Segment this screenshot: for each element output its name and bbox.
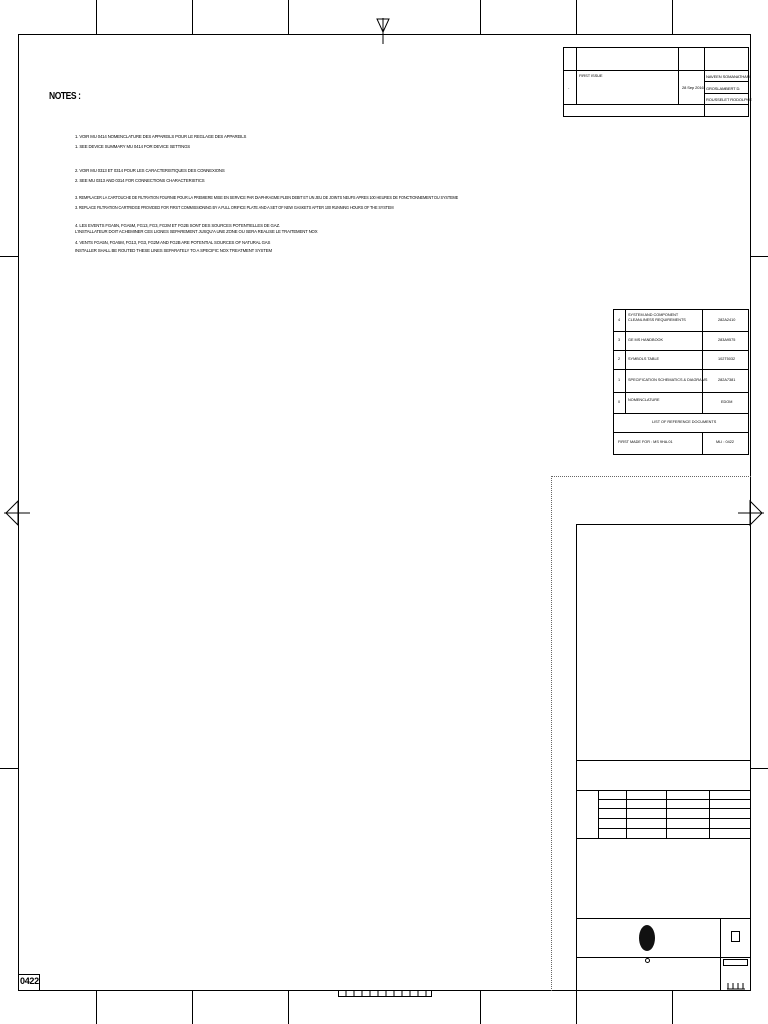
ref-index: 4	[618, 318, 621, 322]
zone-tick	[672, 0, 673, 34]
revision-block	[563, 47, 749, 117]
note-line: 1. VOIR MU 0414 NOMENCLATURE DES APPAREILS POUR LE REGLAGE DES APPAREILS	[75, 134, 247, 139]
ref-number: 282A7381	[718, 378, 736, 382]
ref-table-caption: LIST OF REFERENCE DOCUMENTS	[652, 420, 717, 424]
company-logo	[639, 925, 655, 951]
zone-tick	[576, 991, 577, 1024]
note-line: 3. REMPLACER LA CARTOUCHE DE FILTRATION FOURNIE POUR LA PREMIERE MISE EN SERVICE PAR DIAPHRAGME PLEIN DEBIT ET UN JEU DE JOINTS NEUFS APRES 100 HEURES DE FONCTIONNEMENT DU SYSTEME	[75, 195, 459, 200]
zone-tick	[480, 991, 481, 1024]
revision-block-line	[576, 47, 577, 104]
title-block-line	[576, 957, 751, 958]
ref-table-line	[613, 413, 749, 414]
note-line: 1. SEE DEVICE SUMMARY MU 0414 FOR DEVICE SETTINGS	[75, 144, 190, 149]
revision-block-line	[563, 104, 749, 105]
ref-index: 2	[618, 357, 621, 361]
zone-tick	[288, 991, 289, 1024]
revision-block-line	[704, 47, 705, 117]
ref-title: GE MS HANDBOOK	[628, 338, 664, 342]
centering-mark-top	[376, 18, 390, 44]
note-line: 2. VOIR MU 0313 ET 0314 POUR LES CARACTERISTIQUES DES CONNEXIONS	[75, 168, 225, 173]
ref-title: NOMENCLATURE	[628, 398, 660, 402]
zone-tick	[192, 991, 193, 1024]
ref-title: SYSTEM AND COMPONENT CLEANLINESS REQUIREMENTS	[628, 313, 686, 322]
revision-block-line	[563, 70, 749, 71]
ref-table-line	[613, 432, 749, 433]
ref-number: 102T5032	[718, 357, 736, 361]
zone-tick	[751, 768, 768, 769]
title-block-grid-line	[598, 808, 751, 809]
zone-tick	[96, 991, 97, 1024]
revision-index: -	[568, 85, 570, 90]
scale-bar	[338, 990, 432, 998]
revision-drawn-by: NAVEEN SOMANATHAN	[706, 74, 750, 79]
zone-tick	[0, 768, 18, 769]
note-line: 2. SEE MU 0313 AND 0314 FOR CONNECTIONS CHARACTERISTICS	[75, 178, 205, 183]
ref-table-line	[702, 309, 703, 413]
ref-title: SPECIFICATION SCHEMATICS & DIAGRAMS	[628, 378, 708, 382]
title-block-line	[720, 918, 721, 991]
scale-marks	[727, 982, 747, 990]
sheet-number-box	[723, 959, 748, 966]
note-line: L'INSTALLATEUR DOIT ACHEMINER CES LIGNES SEPAREMENT JUSQU'A UNE ZONE OU SERA REALISE LE TRAITEMENT NOX	[75, 229, 318, 234]
title-block-line	[576, 760, 751, 761]
title-block-grid-line	[666, 790, 667, 838]
zone-tick	[192, 0, 193, 34]
title-block-grid-line	[626, 790, 627, 838]
mli-number: MLI : 0422	[716, 440, 734, 444]
centering-mark-left	[4, 500, 30, 526]
title-block-grid-line	[598, 790, 599, 838]
title-block-grid-line	[598, 818, 751, 819]
ref-index: 0	[618, 400, 621, 404]
sheet-size-box	[731, 931, 740, 942]
ref-index: 3	[618, 338, 621, 342]
logo-mark	[645, 958, 650, 963]
zone-tick	[288, 0, 289, 34]
revision-block-line	[678, 47, 679, 104]
note-line: 4. LES EVENTS FGA5N, FGA5M, FG13, FG3, FG2M ET FG2B SONT DES SOURCES POTENTIELLES DE GAZ.	[75, 223, 280, 228]
revision-date: 28 Sep 2016	[682, 85, 704, 90]
note-line: 4. VENTS FGA5N, FGA5M, FG13, FG3, FG2M AND FG2B ARE POTENTIAL SOURCES OF NATURAL GAS	[75, 240, 271, 245]
ref-number: EDOM	[721, 400, 733, 404]
zone-tick	[480, 0, 481, 34]
zone-tick	[96, 0, 97, 34]
ref-table-line	[613, 331, 749, 332]
ref-index: 1	[618, 378, 621, 382]
title-block-grid-line	[709, 790, 710, 838]
title-block	[576, 524, 751, 991]
zone-tick	[751, 256, 768, 257]
revision-approved-by: ROUSSELET RODOLPHE	[706, 97, 752, 102]
title-block-zone-outline	[551, 476, 552, 991]
ref-number: 283A9575	[718, 338, 736, 342]
title-block-grid-line	[598, 799, 751, 800]
title-block-grid-line	[598, 828, 751, 829]
revision-checked-by: GROSLAMBERT D.	[706, 86, 741, 91]
ref-table-line	[702, 432, 703, 455]
ref-table-line	[613, 350, 749, 351]
title-block-line	[576, 918, 751, 919]
title-block-line	[576, 838, 751, 839]
ref-table-line	[613, 392, 749, 393]
title-block-line	[576, 790, 751, 791]
ref-number: 282A2410	[718, 318, 736, 322]
revision-block-line	[704, 81, 749, 82]
zone-tick	[576, 0, 577, 34]
first-made-for: FIRST MADE FOR : MS 9HA.01	[618, 440, 673, 444]
note-line: INSTALLER SHALL BE ROUTED THESE LINES SEPARATELY TO A SPECIFIC NOX TREATMENT SYSTEM	[75, 248, 272, 253]
revision-block-line	[704, 93, 749, 94]
sheet-id: 0422	[20, 976, 39, 986]
ref-table-line	[613, 369, 749, 370]
ref-table-line	[625, 309, 626, 413]
ref-title: SYMBOLS TABLE	[628, 357, 660, 361]
zone-tick	[672, 991, 673, 1024]
title-block-zone-outline	[551, 476, 751, 477]
centering-mark-right	[738, 500, 764, 526]
note-line: 3. REPLACE FILTRATION CARTRIDGE PROVIDED FOR FIRST COMMISSIONING BY A FULL ORIFICE PLATE AND A SET OF NEW GASKETS AFTER 100 RUNNING HOURS OF THE SYSTEM	[75, 205, 394, 210]
notes-title: NOTES :	[49, 91, 81, 102]
revision-description: FIRST ISSUE	[579, 73, 603, 78]
zone-tick	[0, 256, 18, 257]
